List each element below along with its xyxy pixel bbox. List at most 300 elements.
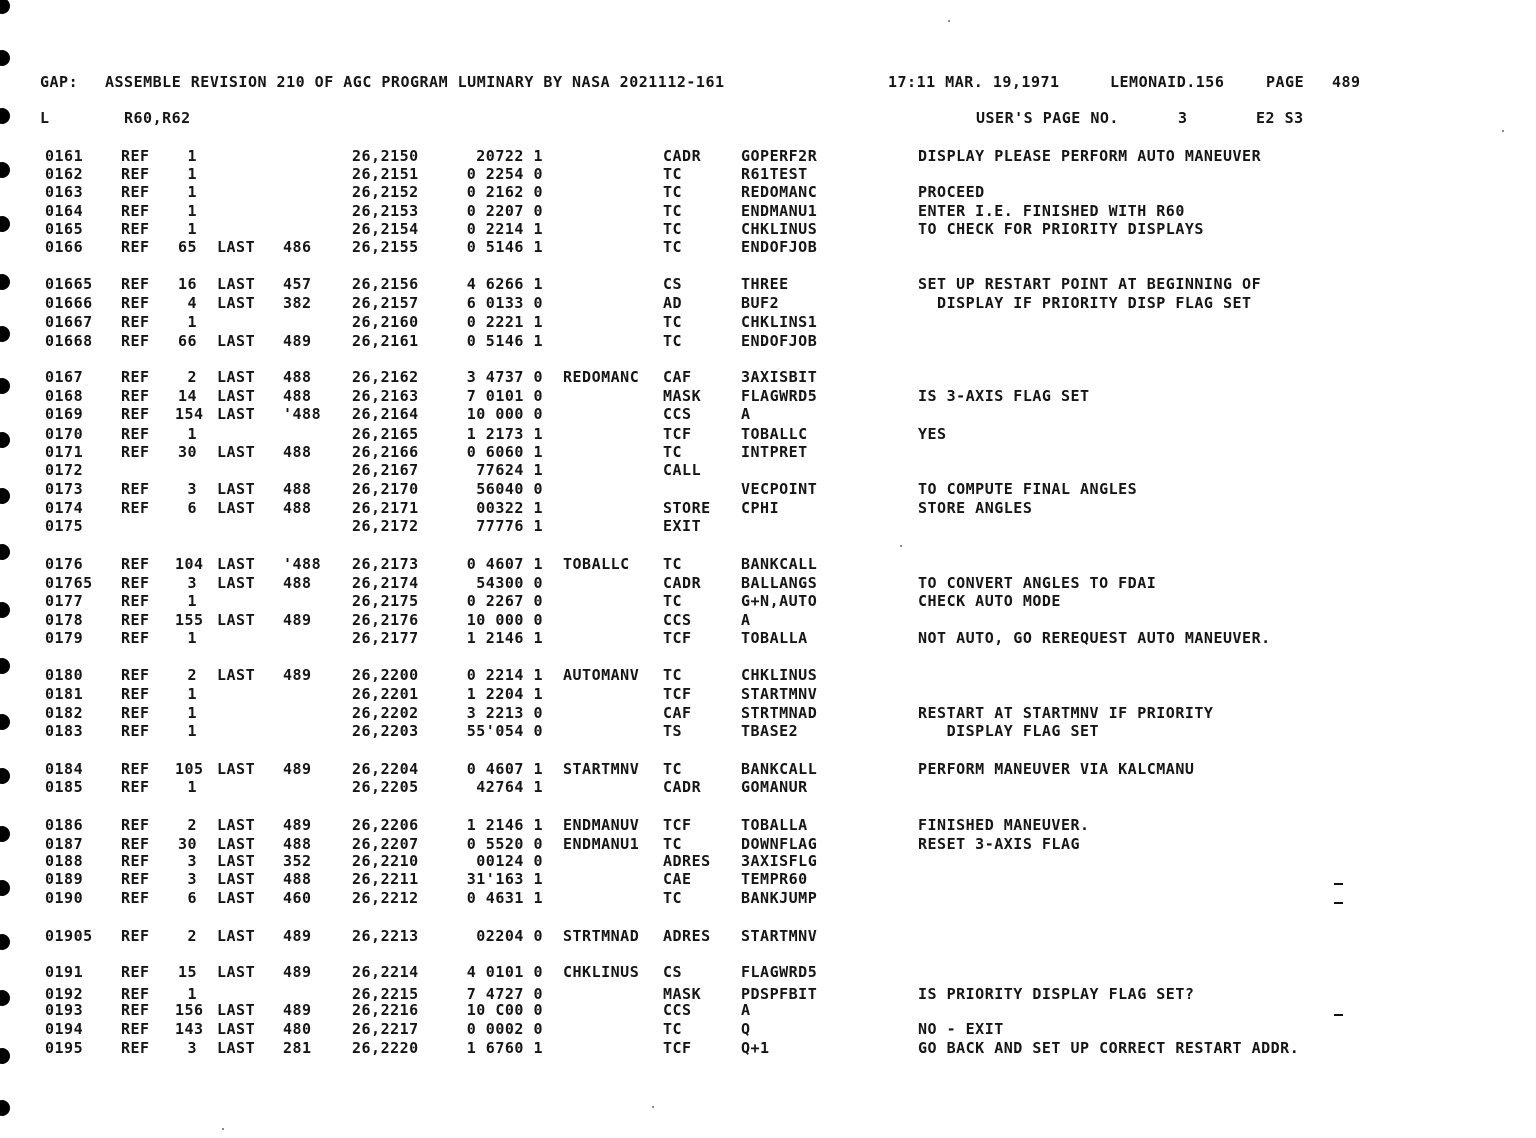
listing-line bbox=[0, 333, 1536, 351]
comment: PERFORM MANEUVER VIA KALCMANU bbox=[918, 760, 1195, 778]
operand: ENDOFJOB bbox=[741, 332, 818, 350]
octal-word: 0 2214 1 bbox=[466, 220, 543, 238]
listing-line bbox=[0, 1002, 1536, 1020]
address: 26,2150 bbox=[352, 147, 419, 165]
operand: BALLANGS bbox=[741, 574, 818, 592]
listing-line bbox=[0, 184, 1536, 202]
octal-word: 55'054 0 bbox=[466, 722, 543, 740]
operand: A bbox=[741, 405, 751, 423]
last-keyword: LAST bbox=[217, 816, 256, 834]
octal-word: 1 6760 1 bbox=[466, 1039, 543, 1057]
octal-word: 1 2146 1 bbox=[466, 629, 543, 647]
header-page-label: PAGE bbox=[1266, 73, 1305, 91]
line-number: 01765 bbox=[45, 574, 93, 592]
listing-line bbox=[0, 221, 1536, 239]
address: 26,2205 bbox=[352, 778, 419, 796]
line-number: 0192 bbox=[45, 985, 84, 1003]
address: 26,2215 bbox=[352, 985, 419, 1003]
opcode: CCS bbox=[663, 1001, 692, 1019]
address: 26,2152 bbox=[352, 183, 419, 201]
octal-word: 1 2146 1 bbox=[466, 816, 543, 834]
ref-keyword: REF bbox=[121, 202, 150, 220]
octal-word: 77624 1 bbox=[476, 461, 543, 479]
line-number: 0169 bbox=[45, 405, 84, 423]
operand: PDSPFBIT bbox=[741, 985, 818, 1003]
octal-word: 02204 0 bbox=[476, 927, 543, 945]
comment: ENTER I.E. FINISHED WITH R60 bbox=[918, 202, 1185, 220]
address: 26,2174 bbox=[352, 574, 419, 592]
line-number: 01665 bbox=[45, 275, 93, 293]
opcode: TC bbox=[663, 238, 683, 256]
ref-keyword: REF bbox=[121, 778, 150, 796]
listing-line bbox=[0, 239, 1536, 257]
octal-word: 31'163 1 bbox=[466, 870, 543, 888]
opcode: TC bbox=[663, 592, 683, 610]
operand: TBASE2 bbox=[741, 722, 799, 740]
last-page: 488 bbox=[283, 480, 312, 498]
line-number: 0193 bbox=[45, 1001, 84, 1019]
ref-keyword: REF bbox=[121, 387, 150, 405]
comment: TO COMPUTE FINAL ANGLES bbox=[918, 480, 1138, 498]
location-label: ENDMANUV bbox=[563, 816, 640, 834]
listing-line bbox=[0, 686, 1536, 704]
comment: GO BACK AND SET UP CORRECT RESTART ADDR. bbox=[918, 1039, 1300, 1057]
opcode: TCF bbox=[663, 425, 692, 443]
ref-keyword: REF bbox=[121, 238, 150, 256]
last-keyword: LAST bbox=[217, 1001, 256, 1019]
location-label: CHKLINUS bbox=[563, 963, 640, 981]
last-keyword: LAST bbox=[217, 963, 256, 981]
comment: DISPLAY PLEASE PERFORM AUTO MANEUVER bbox=[918, 147, 1262, 165]
listing-line bbox=[0, 295, 1536, 313]
opcode: TCF bbox=[663, 816, 692, 834]
address: 26,2164 bbox=[352, 405, 419, 423]
line-number: 0171 bbox=[45, 443, 84, 461]
ref-count: 1 bbox=[187, 147, 197, 165]
line-number: 0177 bbox=[45, 592, 84, 610]
opcode: CALL bbox=[663, 461, 702, 479]
address: 26,2151 bbox=[352, 165, 419, 183]
last-page: 488 bbox=[283, 387, 312, 405]
ref-count: 30 bbox=[177, 835, 197, 853]
address: 26,2166 bbox=[352, 443, 419, 461]
octal-word: 00322 1 bbox=[476, 499, 543, 517]
ref-keyword: REF bbox=[121, 368, 150, 386]
ref-count: 6 bbox=[187, 499, 197, 517]
last-keyword: LAST bbox=[217, 1020, 256, 1038]
line-number: 0195 bbox=[45, 1039, 84, 1057]
comment: PROCEED bbox=[918, 183, 985, 201]
last-page: 488 bbox=[283, 368, 312, 386]
address: 26,2175 bbox=[352, 592, 419, 610]
comment: IS PRIORITY DISPLAY FLAG SET? bbox=[918, 985, 1195, 1003]
comment: IS 3-AXIS FLAG SET bbox=[918, 387, 1090, 405]
address: 26,2153 bbox=[352, 202, 419, 220]
listing-line bbox=[0, 406, 1536, 424]
ref-count: 1 bbox=[187, 629, 197, 647]
last-keyword: LAST bbox=[217, 238, 256, 256]
operand: R61TEST bbox=[741, 165, 808, 183]
line-number: 0164 bbox=[45, 202, 84, 220]
opcode: TCF bbox=[663, 1039, 692, 1057]
ref-keyword: REF bbox=[121, 405, 150, 423]
octal-word: 0 2254 0 bbox=[466, 165, 543, 183]
ref-keyword: REF bbox=[121, 611, 150, 629]
ref-keyword: REF bbox=[121, 835, 150, 853]
ref-count: 16 bbox=[177, 275, 197, 293]
opcode: CAF bbox=[663, 704, 692, 722]
octal-word: 00124 0 bbox=[476, 852, 543, 870]
ref-keyword: REF bbox=[121, 816, 150, 834]
address: 26,2170 bbox=[352, 480, 419, 498]
line-number: 0187 bbox=[45, 835, 84, 853]
header-page-number: 489 bbox=[1332, 73, 1361, 91]
last-keyword: LAST bbox=[217, 1039, 256, 1057]
octal-word: 7 0101 0 bbox=[466, 387, 543, 405]
opcode: TC bbox=[663, 760, 683, 778]
comment: SET UP RESTART POINT AT BEGINNING OF bbox=[918, 275, 1262, 293]
listing-line bbox=[0, 369, 1536, 387]
ref-count: 1 bbox=[187, 202, 197, 220]
location-label: TOBALLC bbox=[563, 555, 630, 573]
location-label: STRTMNAD bbox=[563, 927, 640, 945]
octal-word: 56040 0 bbox=[476, 480, 543, 498]
opcode: CS bbox=[663, 275, 683, 293]
last-keyword: LAST bbox=[217, 852, 256, 870]
address: 26,2220 bbox=[352, 1039, 419, 1057]
line-number: 0185 bbox=[45, 778, 84, 796]
operand: BANKCALL bbox=[741, 555, 818, 573]
opcode: TC bbox=[663, 889, 683, 907]
address: 26,2173 bbox=[352, 555, 419, 573]
ref-count: 1 bbox=[187, 425, 197, 443]
address: 26,2206 bbox=[352, 816, 419, 834]
operand: ENDMANU1 bbox=[741, 202, 818, 220]
line-number: 0172 bbox=[45, 461, 84, 479]
ref-keyword: REF bbox=[121, 722, 150, 740]
opcode: ADRES bbox=[663, 927, 711, 945]
comment: CHECK AUTO MODE bbox=[918, 592, 1061, 610]
operand: Q+1 bbox=[741, 1039, 770, 1057]
opcode: ADRES bbox=[663, 852, 711, 870]
opcode: TC bbox=[663, 165, 683, 183]
operand: STARTMNV bbox=[741, 927, 818, 945]
subheader-routine: R60,R62 bbox=[124, 109, 191, 127]
ref-keyword: REF bbox=[121, 480, 150, 498]
address: 26,2211 bbox=[352, 870, 419, 888]
scan-speck bbox=[652, 1106, 654, 1108]
address: 26,2207 bbox=[352, 835, 419, 853]
octal-word: 10 C00 0 bbox=[466, 1001, 543, 1019]
listing-line bbox=[0, 481, 1536, 499]
last-page: 281 bbox=[283, 1039, 312, 1057]
octal-word: 0 2162 0 bbox=[466, 183, 543, 201]
line-number: 0173 bbox=[45, 480, 84, 498]
last-keyword: LAST bbox=[217, 666, 256, 684]
ref-count: 1 bbox=[187, 592, 197, 610]
last-page: 489 bbox=[283, 666, 312, 684]
comment: TO CONVERT ANGLES TO FDAI bbox=[918, 574, 1157, 592]
opcode: CADR bbox=[663, 778, 702, 796]
ref-count: 2 bbox=[187, 368, 197, 386]
ref-keyword: REF bbox=[121, 963, 150, 981]
octal-word: 10 000 0 bbox=[466, 611, 543, 629]
line-number: 0190 bbox=[45, 889, 84, 907]
opcode: CADR bbox=[663, 147, 702, 165]
listing-line bbox=[0, 964, 1536, 982]
opcode: TS bbox=[663, 722, 683, 740]
ref-keyword: REF bbox=[121, 555, 150, 573]
comment: DISPLAY IF PRIORITY DISP FLAG SET bbox=[918, 294, 1252, 312]
ref-count: 66 bbox=[177, 332, 197, 350]
last-page: 488 bbox=[283, 499, 312, 517]
line-number: 0180 bbox=[45, 666, 84, 684]
ref-keyword: REF bbox=[121, 147, 150, 165]
line-number: 0163 bbox=[45, 183, 84, 201]
last-keyword: LAST bbox=[217, 332, 256, 350]
operand: A bbox=[741, 1001, 751, 1019]
octal-word: 7 4727 0 bbox=[466, 985, 543, 1003]
ref-count: 1 bbox=[187, 722, 197, 740]
octal-word: 6 0133 0 bbox=[466, 294, 543, 312]
ref-keyword: REF bbox=[121, 1001, 150, 1019]
ref-count: 1 bbox=[187, 685, 197, 703]
last-page: 489 bbox=[283, 927, 312, 945]
ref-keyword: REF bbox=[121, 574, 150, 592]
opcode: CS bbox=[663, 963, 683, 981]
comment: NOT AUTO, GO REREQUEST AUTO MANEUVER. bbox=[918, 629, 1271, 647]
ref-count: 4 bbox=[187, 294, 197, 312]
listing-line bbox=[0, 779, 1536, 797]
opcode: CCS bbox=[663, 405, 692, 423]
operand: TEMPR60 bbox=[741, 870, 808, 888]
comment: STORE ANGLES bbox=[918, 499, 1033, 517]
octal-word: 3 4737 0 bbox=[466, 368, 543, 386]
header-gap: GAP: bbox=[40, 73, 79, 91]
last-page: 489 bbox=[283, 611, 312, 629]
comment: NO - EXIT bbox=[918, 1020, 1004, 1038]
scan-speck bbox=[900, 545, 902, 547]
location-label: REDOMANC bbox=[563, 368, 640, 386]
operand: TOBALLA bbox=[741, 629, 808, 647]
listing-line bbox=[0, 1021, 1536, 1039]
listing-line bbox=[0, 148, 1536, 166]
ref-keyword: REF bbox=[121, 870, 150, 888]
line-number: 0186 bbox=[45, 816, 84, 834]
address: 26,2212 bbox=[352, 889, 419, 907]
ref-count: 2 bbox=[187, 816, 197, 834]
ref-keyword: REF bbox=[121, 889, 150, 907]
scan-speck bbox=[948, 20, 950, 22]
binder-hole bbox=[0, 108, 10, 124]
binder-hole bbox=[0, 50, 10, 66]
line-number: 0161 bbox=[45, 147, 84, 165]
listing-line bbox=[0, 761, 1536, 779]
listing-line bbox=[0, 853, 1536, 871]
octal-word: 0 0002 0 bbox=[466, 1020, 543, 1038]
operand: FLAGWRD5 bbox=[741, 963, 818, 981]
last-page: '488 bbox=[283, 405, 322, 423]
ref-keyword: REF bbox=[121, 760, 150, 778]
ref-keyword: REF bbox=[121, 443, 150, 461]
line-number: 0183 bbox=[45, 722, 84, 740]
ref-count: 154 bbox=[175, 405, 204, 423]
octal-word: 0 4607 1 bbox=[466, 555, 543, 573]
ref-keyword: REF bbox=[121, 313, 150, 331]
operand: STRTMNAD bbox=[741, 704, 818, 722]
last-page: 352 bbox=[283, 852, 312, 870]
line-number: 0170 bbox=[45, 425, 84, 443]
ref-keyword: REF bbox=[121, 704, 150, 722]
address: 26,2161 bbox=[352, 332, 419, 350]
octal-word: 4 6266 1 bbox=[466, 275, 543, 293]
ref-count: 3 bbox=[187, 480, 197, 498]
address: 26,2214 bbox=[352, 963, 419, 981]
octal-word: 0 2267 0 bbox=[466, 592, 543, 610]
address: 26,2155 bbox=[352, 238, 419, 256]
line-number: 0182 bbox=[45, 704, 84, 722]
opcode: STORE bbox=[663, 499, 711, 517]
ref-keyword: REF bbox=[121, 852, 150, 870]
operand: CPHI bbox=[741, 499, 780, 517]
opcode: TC bbox=[663, 313, 683, 331]
octal-word: 0 6060 1 bbox=[466, 443, 543, 461]
last-keyword: LAST bbox=[217, 835, 256, 853]
operand: 3AXISBIT bbox=[741, 368, 818, 386]
opcode: TCF bbox=[663, 629, 692, 647]
address: 26,2156 bbox=[352, 275, 419, 293]
address: 26,2177 bbox=[352, 629, 419, 647]
subheader-users-page-number: 3 bbox=[1178, 109, 1188, 127]
ref-count: 1 bbox=[187, 313, 197, 331]
last-keyword: LAST bbox=[217, 870, 256, 888]
listing-line bbox=[0, 556, 1536, 574]
last-page: 489 bbox=[283, 760, 312, 778]
ref-keyword: REF bbox=[121, 927, 150, 945]
address: 26,2201 bbox=[352, 685, 419, 703]
listing-line bbox=[0, 1040, 1536, 1058]
listing-line bbox=[0, 462, 1536, 480]
listing-line bbox=[0, 723, 1536, 741]
address: 26,2216 bbox=[352, 1001, 419, 1019]
opcode: TC bbox=[663, 835, 683, 853]
ref-count: 1 bbox=[187, 778, 197, 796]
ref-count: 3 bbox=[187, 1039, 197, 1057]
opcode: CADR bbox=[663, 574, 702, 592]
scan-speck bbox=[1502, 130, 1504, 132]
octal-word: 0 5146 1 bbox=[466, 238, 543, 256]
line-number: 0166 bbox=[45, 238, 84, 256]
ref-count: 3 bbox=[187, 870, 197, 888]
opcode: TC bbox=[663, 220, 683, 238]
line-number: 0168 bbox=[45, 387, 84, 405]
ref-keyword: REF bbox=[121, 332, 150, 350]
last-page: 489 bbox=[283, 1001, 312, 1019]
operand: A bbox=[741, 611, 751, 629]
opcode: CCS bbox=[663, 611, 692, 629]
ref-count: 1 bbox=[187, 704, 197, 722]
ref-keyword: REF bbox=[121, 1039, 150, 1057]
subheader-users-page-label: USER'S PAGE NO. bbox=[976, 109, 1119, 127]
opcode: TC bbox=[663, 202, 683, 220]
address: 26,2200 bbox=[352, 666, 419, 684]
address: 26,2163 bbox=[352, 387, 419, 405]
binder-hole bbox=[0, 0, 10, 14]
octal-word: 4 0101 0 bbox=[466, 963, 543, 981]
last-keyword: LAST bbox=[217, 499, 256, 517]
margin-mark bbox=[1334, 902, 1343, 904]
subheader-l: L bbox=[40, 109, 50, 127]
last-keyword: LAST bbox=[217, 443, 256, 461]
operand: INTPRET bbox=[741, 443, 808, 461]
line-number: 0189 bbox=[45, 870, 84, 888]
last-keyword: LAST bbox=[217, 405, 256, 423]
ref-keyword: REF bbox=[121, 425, 150, 443]
last-page: 488 bbox=[283, 574, 312, 592]
ref-keyword: REF bbox=[121, 183, 150, 201]
last-keyword: LAST bbox=[217, 555, 256, 573]
opcode: MASK bbox=[663, 387, 702, 405]
last-page: 460 bbox=[283, 889, 312, 907]
ref-keyword: REF bbox=[121, 629, 150, 647]
operand: BANKJUMP bbox=[741, 889, 818, 907]
ref-count: 104 bbox=[175, 555, 204, 573]
operand: 3AXISFLG bbox=[741, 852, 818, 870]
address: 26,2217 bbox=[352, 1020, 419, 1038]
ref-count: 2 bbox=[187, 927, 197, 945]
octal-word: 0 2221 1 bbox=[466, 313, 543, 331]
listing-line bbox=[0, 630, 1536, 648]
operand: FLAGWRD5 bbox=[741, 387, 818, 405]
operand: Q bbox=[741, 1020, 751, 1038]
listing-line bbox=[0, 388, 1536, 406]
ref-count: 1 bbox=[187, 165, 197, 183]
opcode: TC bbox=[663, 332, 683, 350]
margin-mark bbox=[1334, 883, 1343, 885]
operand: ENDOFJOB bbox=[741, 238, 818, 256]
octal-word: 10 000 0 bbox=[466, 405, 543, 423]
ref-count: 1 bbox=[187, 220, 197, 238]
ref-keyword: REF bbox=[121, 592, 150, 610]
last-keyword: LAST bbox=[217, 889, 256, 907]
comment: RESET 3-AXIS FLAG bbox=[918, 835, 1081, 853]
operand: TOBALLA bbox=[741, 816, 808, 834]
address: 26,2160 bbox=[352, 313, 419, 331]
address: 26,2165 bbox=[352, 425, 419, 443]
ref-keyword: REF bbox=[121, 220, 150, 238]
opcode: TCF bbox=[663, 685, 692, 703]
line-number: 01905 bbox=[45, 927, 93, 945]
comment: YES bbox=[918, 425, 947, 443]
octal-word: 77776 1 bbox=[476, 517, 543, 535]
last-keyword: LAST bbox=[217, 387, 256, 405]
line-number: 0162 bbox=[45, 165, 84, 183]
opcode: TC bbox=[663, 666, 683, 684]
listing-line bbox=[0, 314, 1536, 332]
listing-line bbox=[0, 575, 1536, 593]
comment: DISPLAY FLAG SET bbox=[918, 722, 1100, 740]
address: 26,2167 bbox=[352, 461, 419, 479]
operand: THREE bbox=[741, 275, 789, 293]
line-number: 0188 bbox=[45, 852, 84, 870]
operand: REDOMANC bbox=[741, 183, 818, 201]
last-page: 489 bbox=[283, 816, 312, 834]
operand: CHKLINUS bbox=[741, 666, 818, 684]
listing-line bbox=[0, 444, 1536, 462]
ref-count: 65 bbox=[177, 238, 197, 256]
address: 26,2210 bbox=[352, 852, 419, 870]
operand: G+N,AUTO bbox=[741, 592, 818, 610]
